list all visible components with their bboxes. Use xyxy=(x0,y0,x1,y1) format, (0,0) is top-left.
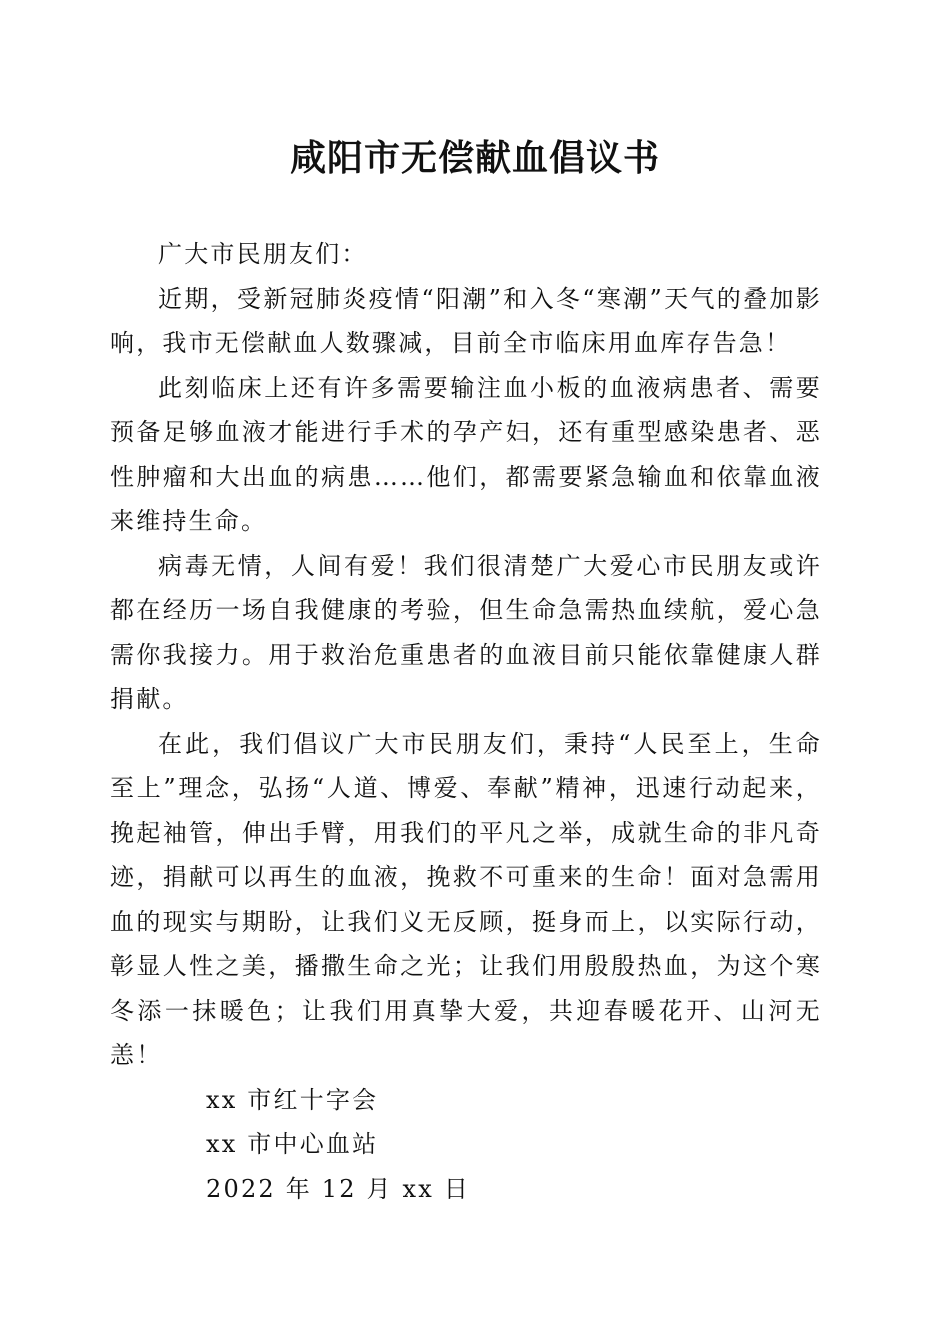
paragraph-2: 此刻临床上还有许多需要输注血小板的血液病患者、需要预备足够血液才能进行手术的孕产妇，还有重型感染患者、恶性肿瘤和大出血的病患……他们，都需要紧急输血和依靠血液来维持生命。 xyxy=(110,373,822,535)
signature-org-blood-center: xx 市中心血站 xyxy=(206,1130,379,1158)
signature-date: 2022 年 12 月 xx 日 xyxy=(206,1174,471,1203)
document-body xyxy=(110,232,822,1211)
paragraph-3: 病毒无情，人间有爱！我们很清楚广大爱心市民朋友或许都在经历一场自我健康的考验，但生命急需热血续航，爱心急需你我接力。用于救治危重患者的血液目前只能依靠健康人群捐献。 xyxy=(110,551,822,713)
paragraph-4: 在此，我们倡议广大市民朋友们，秉持“人民至上，生命至上”理念，弘扬“人道、博爱、奉献”精神，迅速行动起来，挽起袖管，伸出手臂，用我们的平凡之举，成就生命的非凡奇迹，捐献可以再生的血液，挽救不可重来的生命！面对急需用血的现实与期盼，让我们义无反顾，挺身而上，以实际行动，彰显人性之美，播撒生命之光；让我们用殷殷热血，为这个寒冬添一抹暖色；让我们用真挚大爱，共迎春暖花开、山河无恙！ xyxy=(110,729,822,1069)
paragraph-1: 近期，受新冠肺炎疫情“阳潮”和入冬“寒潮”天气的叠加影响，我市无偿献血人数骤减，目前全市临床用血库存告急！ xyxy=(110,284,822,357)
signature-org-red-cross: xx 市红十字会 xyxy=(206,1085,379,1114)
document-title: 咸阳市无偿献血倡议书 xyxy=(289,137,660,179)
salutation: 广大市民朋友们： xyxy=(158,240,368,268)
